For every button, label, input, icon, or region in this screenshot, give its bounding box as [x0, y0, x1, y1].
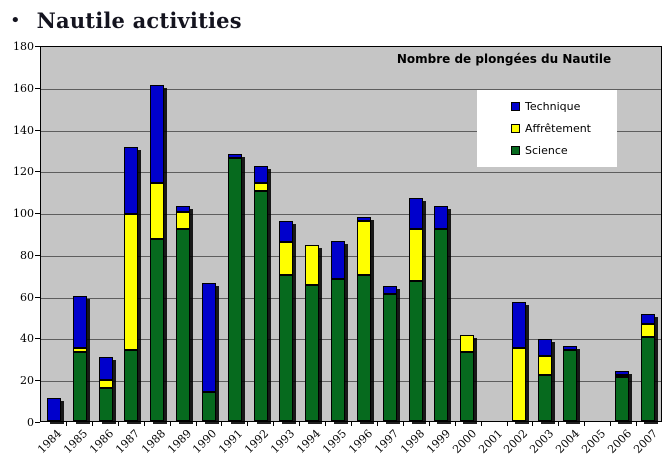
bar-2000 [460, 335, 474, 421]
bar-segment-science-1985 [73, 352, 87, 421]
bar-2004 [563, 346, 577, 421]
bar-segment-affretement-1989 [176, 212, 190, 229]
bar-segment-science-1988 [150, 239, 164, 421]
bar-segment-technique-1999 [434, 206, 448, 229]
y-axis-label-0: 0 [27, 416, 34, 429]
bar-segment-affretement-1988 [150, 183, 164, 239]
bar-segment-affretement-1992 [254, 183, 268, 191]
y-tick [35, 130, 40, 131]
bar-segment-affretement-1993 [279, 242, 293, 275]
y-axis-label-60: 60 [20, 291, 34, 304]
x-axis-label-1997: 1997 [372, 427, 402, 456]
y-axis-label-160: 160 [13, 82, 34, 95]
y-axis-label-120: 120 [13, 165, 34, 178]
category-slot-1990 [196, 47, 222, 421]
legend-item-affretement [511, 122, 617, 135]
bar-segment-science-1999 [434, 229, 448, 421]
y-tick [35, 255, 40, 256]
y-tick [35, 213, 40, 214]
y-axis-label-40: 40 [20, 332, 34, 345]
bar-segment-science-1993 [279, 275, 293, 421]
x-tick [584, 422, 585, 426]
x-tick [455, 422, 456, 426]
x-axis-label-2004: 2004 [553, 427, 583, 456]
bar-segment-technique-1993 [279, 221, 293, 242]
x-axis-label-1996: 1996 [346, 427, 376, 456]
x-tick [636, 422, 637, 426]
bar-1995 [331, 241, 345, 421]
x-tick [558, 422, 559, 426]
bar-segment-science-2007 [641, 337, 655, 421]
bar-segment-technique-1984 [47, 398, 61, 421]
y-axis-label-140: 140 [13, 124, 34, 137]
bar-1987 [124, 147, 138, 421]
category-slot-1996 [351, 47, 377, 421]
bullet-icon: • [10, 9, 21, 31]
bar-segment-technique-1997 [383, 286, 397, 294]
bar-segment-technique-1986 [99, 357, 113, 380]
y-tick [35, 380, 40, 381]
category-slot-1997 [377, 47, 403, 421]
bar-segment-technique-1985 [73, 296, 87, 348]
x-tick [507, 422, 508, 426]
y-axis-label-80: 80 [20, 249, 34, 262]
x-axis-label-1998: 1998 [397, 427, 427, 456]
category-slot-1989 [170, 47, 196, 421]
category-slot-1985 [67, 47, 93, 421]
bar-1991 [228, 154, 242, 421]
bar-1986 [99, 357, 113, 421]
bar-segment-science-1995 [331, 279, 345, 421]
bar-1992 [254, 166, 268, 421]
x-tick [170, 422, 171, 426]
x-tick [144, 422, 145, 426]
bar-segment-science-1994 [305, 285, 319, 421]
bar-1985 [73, 296, 87, 421]
bar-segment-technique-2007 [641, 314, 655, 324]
x-axis-label-1995: 1995 [320, 427, 350, 456]
slide-title [10, 8, 242, 33]
bar-1999 [434, 206, 448, 421]
bar-segment-science-1997 [383, 294, 397, 421]
bar-segment-affretement-2002 [512, 348, 526, 421]
bar-1993 [279, 221, 293, 421]
y-tick [35, 297, 40, 298]
bar-segment-technique-1990 [202, 283, 216, 392]
bar-segment-technique-2002 [512, 302, 526, 348]
y-tick [35, 338, 40, 339]
x-tick [273, 422, 274, 426]
bar-1996 [357, 217, 371, 421]
x-axis-label-1992: 1992 [242, 427, 272, 456]
x-tick [610, 422, 611, 426]
legend-swatch-icon [511, 146, 520, 155]
y-tick [35, 46, 40, 47]
x-tick [351, 422, 352, 426]
bar-segment-affretement-2003 [538, 356, 552, 375]
bar-segment-science-1991 [228, 158, 242, 421]
bar-segment-science-2003 [538, 375, 552, 421]
x-axis-label-1989: 1989 [164, 427, 194, 456]
category-slot-1984 [41, 47, 67, 421]
bar-segment-science-2006 [615, 377, 629, 421]
bar-segment-science-1990 [202, 392, 216, 421]
bar-segment-technique-1998 [409, 198, 423, 229]
bar-segment-affretement-1994 [305, 245, 319, 285]
x-tick [403, 422, 404, 426]
category-slot-1986 [93, 47, 119, 421]
category-slot-1998 [403, 47, 429, 421]
x-tick [221, 422, 222, 426]
bar-1984 [47, 398, 61, 421]
x-axis-label-1985: 1985 [61, 427, 91, 456]
bar-2006 [615, 371, 629, 421]
bar-segment-affretement-2000 [460, 335, 474, 352]
bar-1988 [150, 85, 164, 421]
x-axis-label-1988: 1988 [138, 427, 168, 456]
x-axis-label-1991: 1991 [216, 427, 246, 456]
x-tick [118, 422, 119, 426]
x-axis-label-1984: 1984 [35, 427, 65, 456]
bar-segment-technique-1988 [150, 85, 164, 183]
bar-segment-science-1996 [357, 275, 371, 421]
legend-label: Affrêtement [525, 121, 591, 135]
bar-1994 [305, 245, 319, 421]
x-axis-label-2005: 2005 [579, 427, 609, 456]
bar-segment-affretement-1998 [409, 229, 423, 281]
category-slot-1993 [273, 47, 299, 421]
legend-label: Science [525, 143, 568, 157]
category-slot-1987 [118, 47, 144, 421]
bar-1989 [176, 206, 190, 421]
bar-segment-science-1987 [124, 350, 138, 421]
x-axis-label-2003: 2003 [527, 427, 557, 456]
x-tick [532, 422, 533, 426]
category-slot-1995 [325, 47, 351, 421]
bar-segment-technique-2003 [538, 339, 552, 356]
bar-segment-technique-1992 [254, 166, 268, 183]
x-tick [66, 422, 67, 426]
category-slot-1999 [428, 47, 454, 421]
x-axis-label-1999: 1999 [423, 427, 453, 456]
x-axis-label-1993: 1993 [268, 427, 298, 456]
x-tick [325, 422, 326, 426]
bar-1990 [202, 283, 216, 421]
x-axis-label-1994: 1994 [294, 427, 324, 456]
y-tick [35, 171, 40, 172]
bar-1998 [409, 198, 423, 421]
bar-segment-science-1986 [99, 388, 113, 421]
x-tick [429, 422, 430, 426]
x-axis-label-2007: 2007 [631, 427, 661, 456]
x-axis-label-1987: 1987 [112, 427, 142, 456]
category-slot-1991 [222, 47, 248, 421]
bar-segment-affretement-1987 [124, 214, 138, 350]
bar-segment-science-2000 [460, 352, 474, 421]
bar-segment-technique-1987 [124, 147, 138, 214]
bar-segment-technique-1995 [331, 241, 345, 279]
slide-title-text: Nautile activities [36, 8, 242, 33]
x-axis-label-2006: 2006 [605, 427, 635, 456]
x-axis-label-2001: 2001 [475, 427, 505, 456]
y-tick [35, 88, 40, 89]
y-axis-label-100: 100 [13, 207, 34, 220]
x-axis-label-2000: 2000 [449, 427, 479, 456]
legend-label: Technique [525, 100, 581, 114]
bar-segment-affretement-2007 [641, 324, 655, 337]
legend-swatch-icon [511, 102, 520, 111]
x-tick [299, 422, 300, 426]
y-axis-label-180: 180 [13, 40, 34, 53]
x-axis-label-2002: 2002 [501, 427, 531, 456]
x-tick [247, 422, 248, 426]
bar-segment-affretement-1986 [99, 380, 113, 388]
category-slot-1992 [248, 47, 274, 421]
x-tick [196, 422, 197, 426]
bar-2007 [641, 314, 655, 421]
category-slot-1988 [144, 47, 170, 421]
y-tick [35, 422, 40, 423]
chart-legend [477, 90, 617, 167]
bar-segment-science-1992 [254, 191, 268, 421]
bar-segment-science-1998 [409, 281, 423, 421]
x-axis-label-1990: 1990 [190, 427, 220, 456]
x-axis-label-1986: 1986 [86, 427, 116, 456]
legend-swatch-icon [511, 124, 520, 133]
legend-item-science [511, 144, 617, 157]
category-slot-2007 [635, 47, 661, 421]
category-slot-1994 [299, 47, 325, 421]
bar-2002 [512, 302, 526, 421]
x-tick [377, 422, 378, 426]
chart-title: Nombre de plongées du Nautile [396, 52, 612, 66]
y-axis-label-20: 20 [20, 374, 34, 387]
x-tick [92, 422, 93, 426]
bar-segment-affretement-1996 [357, 221, 371, 275]
bar-segment-science-2004 [563, 350, 577, 421]
bar-2003 [538, 339, 552, 421]
x-tick [481, 422, 482, 426]
bar-segment-science-1989 [176, 229, 190, 421]
bar-1997 [383, 286, 397, 421]
legend-item-technique [511, 100, 617, 113]
